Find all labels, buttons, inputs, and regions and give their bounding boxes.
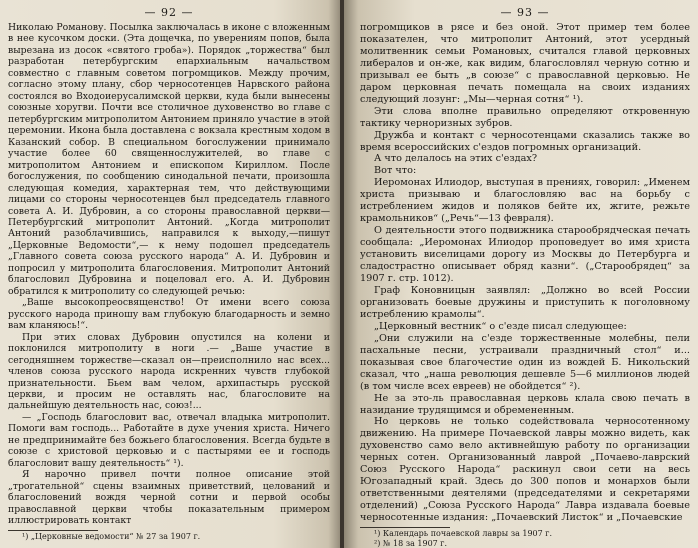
left-page — [0, 0, 342, 548]
paragraph: „Они служили на с'езде торжественные молебны, пели пасхальные песни, устраивали праздничный стол“ и... показывая свое благочестие один из вождей Б. Никольский сказал, что „наша революция дешевле 5—6 миллионов людей (в том числе всех евреев) не обойдется“ ²). — [360, 332, 690, 392]
paragraph: Дружба и контакт с черносотенцами сказались также во время всероссийских с'ездов погромных организаций. — [360, 129, 690, 153]
paragraph: — „Господь благословит вас, отвечал владыка митрополит. Помоги вам господь... Работайте в духе учения христа. Ничего не предпринимайте без божьего благословения. Всегда будьте в союзе с христовой церковью и с пастырями ее и господь благословит вашу деятельность“ ¹). — [8, 411, 330, 469]
paragraph: погромщиков в рясе и без оной. Этот пример тем более показателен, что митрополит Антоний, этот усердный молитвенник семьи Романовых, считался главой церковных либералов и он-же, как видим, благословлял черную сотню и призывал ее быть „в союзе“ с православной церковью. Не даром церковная печать помещала на своих изданиях следующий лозунг: „Мы—черная сотня“ ¹). — [360, 22, 690, 105]
footnote: ¹) „Церковные ведомости“ № 27 за 1907 г. — [22, 531, 201, 541]
paragraph: При этих словах Дубровин опустился на колени и поклонился митрополиту в ноги .— „Ваше участие в сегодняшнем торжестве—сказал он—преисполнило нас всех... членов союза русского народа искренних чувств глубокой признательности. Бьем вам челом, архипастырь русской церкви, и просим не оставлять нас, благословите на дальнейшую деятельность нас, союз!... — [8, 331, 330, 412]
paragraph: Я нарочно привел почти полное описание этой „трогательной“ сцены взаимных приветствий, целований и благословений вождя черной сотни и первой особы православной церкви чтобы показательным примером иллюстрировать контакт — [8, 469, 330, 527]
footnote: ²) № 18 за 1907 г. — [374, 539, 448, 548]
paragraph: „Церковный вестник“ о с'езде писал следующее: — [374, 320, 627, 332]
paragraph: Но церковь не только содействовала черносотенному движению. На примере Почаевской лавры можно видеть, как духовенство само вело активнейшую работу по организации черных сотен. Организованный лаврой „Почаево-лаврский Союз Русского Народа“ раскинул свои сети на весь Югозападный край. Здесь до 300 попов и монархов были ответственными деятелями (председателями и секретарями отделений) „Союза Русского Народа“ Лавра издавала боевые черносотенные издания: „Почаевский Листок“ и „Почаевские — [360, 416, 690, 524]
paragraph: А что делалось на этих с'ездах? — [374, 153, 538, 165]
page-body — [8, 22, 330, 527]
paragraph: „Ваше высокопреосвященство! От имени всего союза русского народа приношу вам глубокую благодарность и земно вам кланяюсь!“. — [8, 297, 330, 332]
paragraph: Николаю Романову. Посылка заключалась в иконе с вложенным в нее кусочком доски. (Эта дощечка, по уверениям попов, была вырезана из досок «святого гроба»). Порядок „торжества“ был разработан петербургским епархиальным начальством совместно с главным советом погромщиков. Между прочим, согласно этому плану, сбор черносотенцев Нарвского района состоялся во Входоиерусалимской церкви, куда были вынесены союзные хоругви. Почти все столичное духовенство во главе с петербургским митрополитом Антонием приняло участие в этой церемонии. Икона была доставлена с вокзала крестным ходом в Казанский собор. В специальном богослужении принимало участие более 60 священнослужителей, во главе с митрополитом Антонием и епископом Кириллом. После богослужения, по сообщению синодальной печати, произошла следующая комедия, характерная тем, что действующими лицами со стороны черносотенцев был председатель главного совета А. И. Дубровин, а со стороны православной церкви—Петербургский митрополит Антоний. „Когда митрополит Антоний разоблачившись, направился к выходу,—пишут „Церковные Ведомости“,— к нему подошел председатель „Главного совета союза русского народа“ А. И. Дубровин и попросил у митрополита благословения. Митрополит Антоний благословил Дубровина и поцеловал его. А. И. Дубровин обратился к митрополиту со следующей речью: — [8, 22, 330, 297]
paragraph: Эти слова вполне правильно определяют откровенную тактику черноризных зубров. — [360, 105, 690, 129]
paragraph: Граф Коновницын заявлял: „Должно во всей России организовать боевые дружины и приступить к поголовному истреблению крамолы“. — [360, 284, 690, 320]
page-body — [360, 22, 690, 524]
footnote-rule — [360, 527, 450, 528]
paragraph: Вот что: — [374, 165, 417, 177]
paragraph: Не за это-ль православная церковь клала свою печать в назидание трудящимся и обремененным. — [360, 392, 690, 416]
footnote: ¹) Календарь почаевской лавры за 1907 г. — [374, 529, 553, 539]
paragraph: О деятельности этого подвижника старообрядческая печать сообщала: „Иеромонах Илиодор проповедует во имя христа установить виселицами дорогу из Москвы до Петербурга и сладострастно описывает обряд казни“. („Старообрядец“ за 1907 г. стр. 1012). — [360, 225, 690, 285]
page-number: — 92 — — [144, 6, 194, 19]
paragraph: Иеромонах Илиодор, выступая в прениях, говорил: „Именем христа призываю и благословляю вас на борьбу с истреблением жидов и поляков бейте их, жгите, режьте крамольников“ („Речь“—13 февраля). — [360, 177, 690, 225]
page-number: — 93 — — [500, 6, 550, 19]
right-page — [344, 0, 698, 548]
footnote-rule — [8, 530, 98, 531]
